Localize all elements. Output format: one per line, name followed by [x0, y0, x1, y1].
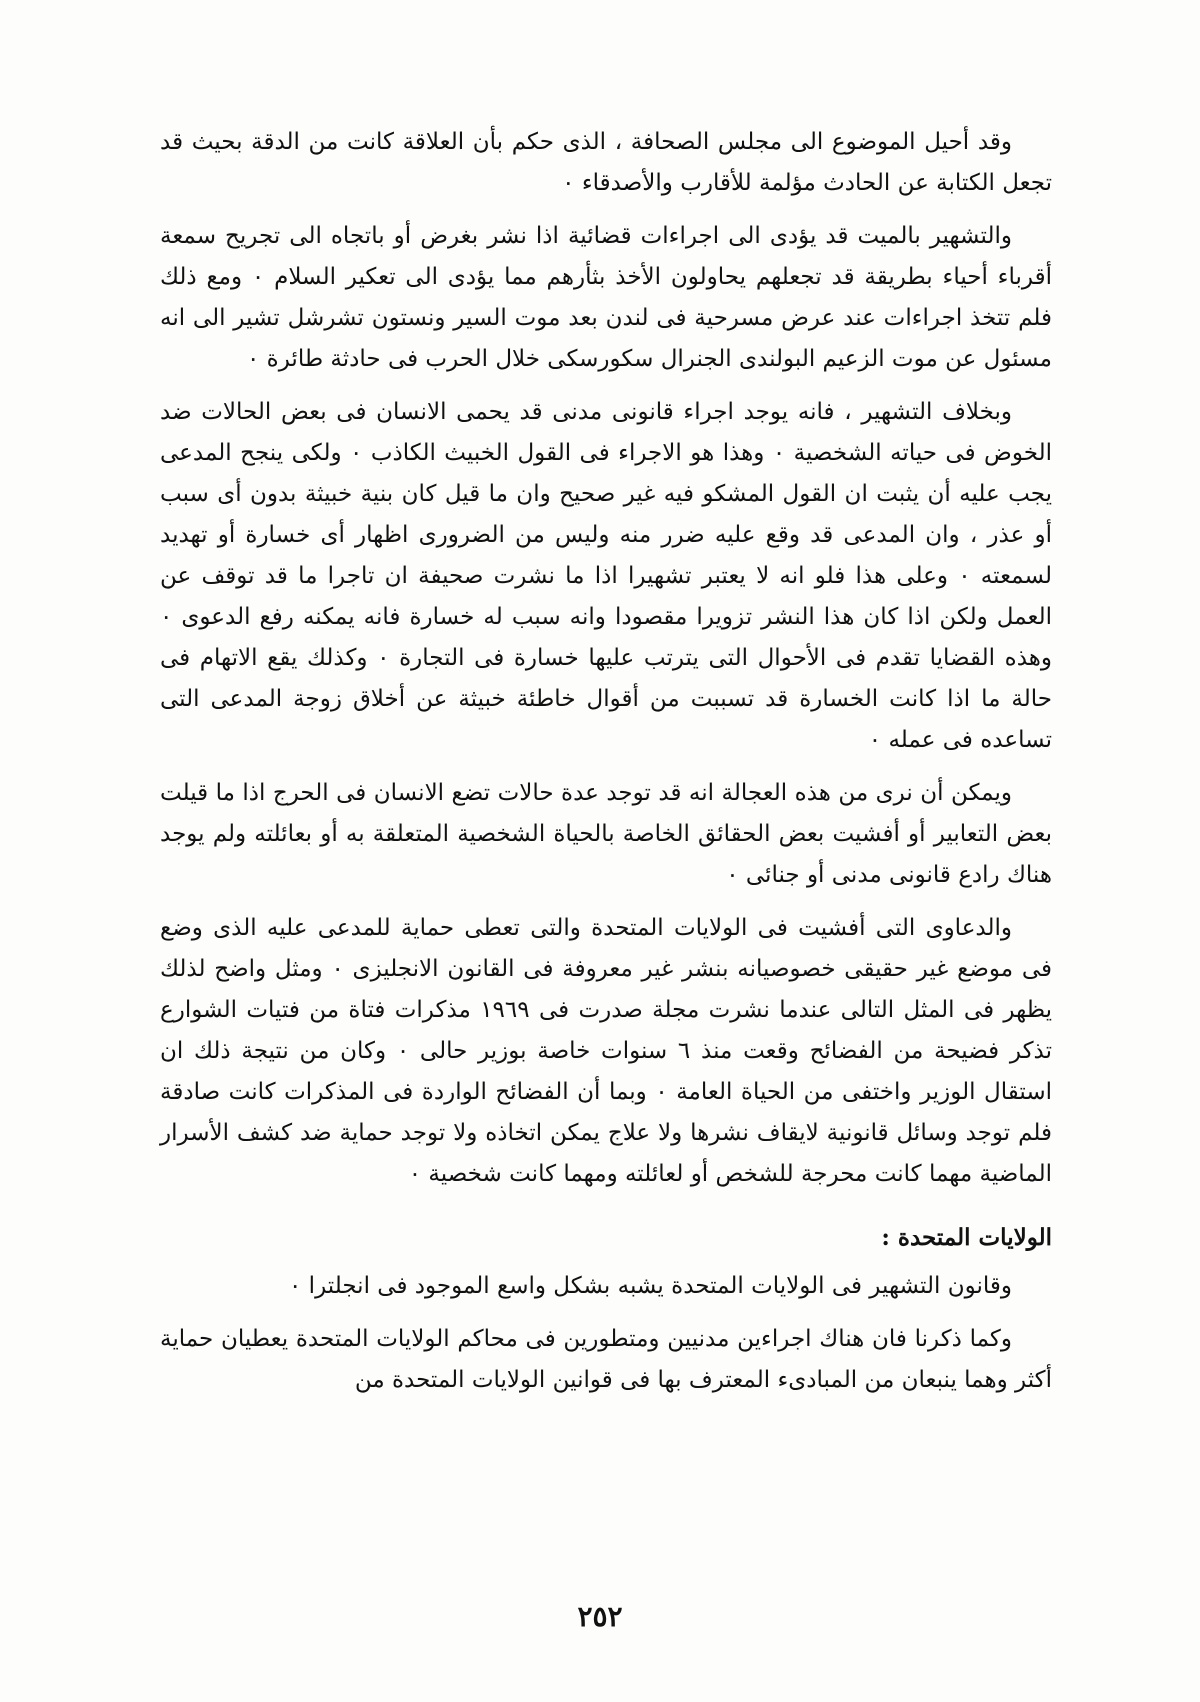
- page-number: ٢٥٢: [577, 1600, 623, 1633]
- paragraph-us-civil-actions: وكما ذكرنا فان هناك اجراءين مدنيين ومتطورين فى محاكم الولايات المتحدة يعطيان حماية أكثر وهما ينبعان من المبادىء المعترف بها فى قوانين الولايات المتحدة من: [160, 1326, 1052, 1393]
- body-text: [160, 122, 1052, 1413]
- paragraph-press-council: وقد أحيل الموضوع الى مجلس الصحافة ، الذى حكم بأن العلاقة كانت من الدقة بحيث قد تجعل الكتابة عن الحادث مؤلمة للأقارب والأصدقاء ٠: [160, 129, 1052, 196]
- paragraph-us-defamation-law: وقانون التشهير فى الولايات المتحدة يشبه بشكل واسع الموجود فى انجلترا ٠: [289, 1273, 1012, 1299]
- section-heading-united-states: الولايات المتحدة :: [881, 1224, 1052, 1251]
- paragraph-us-lawsuits: والدعاوى التى أفشيت فى الولايات المتحدة والتى تعطى حماية للمدعى عليه الذى وضع فى موضع غير حقيقى خصوصيانه بنشر غير معروفة فى القانون الانجليزى ٠ ومثل واضح لذلك يظهر فى المثل التالى عندما نشرت مجلة صدرت فى ١٩٦٩ مذكرات فتاة من فتيات الشوارع تذكر فضيحة من الفضائح وقعت منذ ٦ سنوات خاصة بوزير حالى ٠ وكان من نتيجة ذلك ان استقال الوزير واختفى من الحياة العامة ٠ وبما أن الفضائح الواردة فى المذكرات كانت صادقة فلم توجد وسائل قانونية لايقاف نشرها ولا علاج يمكن اتخاذه ولا توجد حماية ضد كشف الأسرار الماضية مهما كانت محرجة للشخص أو لعائلته ومهما كانت شخصية ٠: [160, 915, 1052, 1187]
- paragraph-summary: ويمكن أن نرى من هذه العجالة انه قد توجد عدة حالات تضع الانسان فى الحرج اذا ما قيلت بعض التعابير أو أفشيت بعض الحقائق الخاصة بالحياة الشخصية المتعلقة به أو بعائلته ولم يوجد هناك رادع قانونى مدنى أو جنائى ٠: [160, 780, 1052, 888]
- paragraph-defaming-dead: والتشهير بالميت قد يؤدى الى اجراءات قضائية اذا نشر بغرض أو باتجاه الى تجريح سمعة أقرباء أحياء بطريقة قد تجعلهم يحاولون الأخذ بثأرهم مما يؤدى الى تعكير السلام ٠ ومع ذلك فلم تتخذ اجراءات عند عرض مسرحية فى لندن بعد موت السير ونستون تشرشل تشير الى انه مسئول عن موت الزعيم البولندى الجنرال سكورسكى خلال الحرب فى حادثة طائرة ٠: [160, 223, 1052, 372]
- paragraph-malicious-falsehood: وبخلاف التشهير ، فانه يوجد اجراء قانونى مدنى قد يحمى الانسان فى بعض الحالات ضد الخوض فى حياته الشخصية ٠ وهذا هو الاجراء فى القول الخبيث الكاذب ٠ ولكى ينجح المدعى يجب عليه أن يثبت ان القول المشكو فيه غير صحيح وان ما قيل كان بنية خبيثة بدون أى سبب أو عذر ، وان المدعى قد وقع عليه ضرر منه وليس من الضرورى اظهار أى خسارة أو تهديد لسمعته ٠ وعلى هذا فلو انه لا يعتبر تشهيرا اذا ما نشرت صحيفة ان تاجرا ما قد توقف عن العمل ولكن اذا كان هذا النشر تزويرا مقصودا وانه سبب له خسارة فانه يمكنه رفع الدعوى ٠ وهذه القضايا تقدم فى الأحوال التى يترتب عليها خسارة فى التجارة ٠ وكذلك يقع الاتهام فى حالة ما اذا كانت الخسارة قد تسببت من أقوال خاطئة خبيثة عن أخلاق زوجة المدعى التى تساعده فى عمله ٠: [160, 399, 1052, 753]
